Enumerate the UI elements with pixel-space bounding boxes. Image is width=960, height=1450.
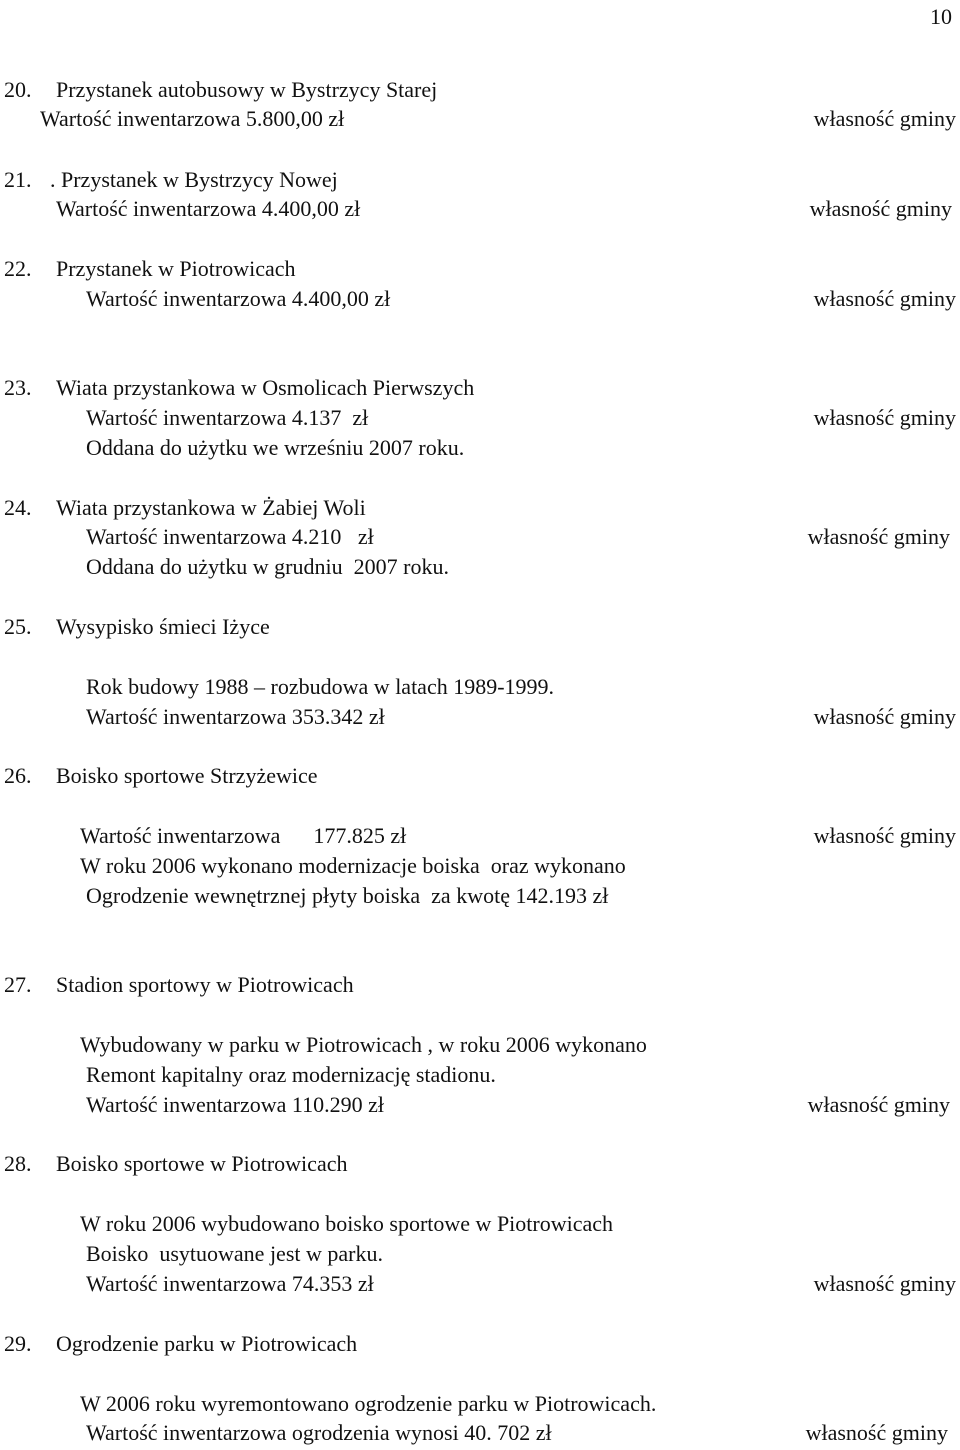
item-line: Wartość inwentarzowa ogrodzenia wynosi 40. 702 zł <box>86 1420 552 1445</box>
ownership-label: własność gminy <box>807 524 950 549</box>
ownership-label: własność gminy <box>805 1420 948 1445</box>
item-title: Wysypisko śmieci Iżyce <box>56 614 270 639</box>
item-line: Wartość inwentarzowa 5.800,00 zł <box>40 106 345 131</box>
item-number: 20. <box>4 77 32 102</box>
item-title: Boisko sportowe Strzyżewice <box>56 763 318 788</box>
item-title: . Przystanek w Bystrzycy Nowej <box>50 167 338 192</box>
item-line: Wartość inwentarzowa 353.342 zł <box>86 704 385 729</box>
item-number: 25. <box>4 614 32 639</box>
page-number: 10 <box>930 4 952 29</box>
item-title: Przystanek w Piotrowicach <box>56 256 296 281</box>
item-line: Ogrodzenie wewnętrznej płyty boiska za kwotę 142.193 zł <box>86 883 609 908</box>
item-title: Ogrodzenie parku w Piotrowicach <box>56 1331 358 1356</box>
item-line: W roku 2006 wykonano modernizacje boiska oraz wykonano <box>80 853 626 878</box>
item-line: Wartość inwentarzowa 110.290 zł <box>86 1092 384 1117</box>
item-number: 21. <box>4 167 32 192</box>
item-title: Wiata przystankowa w Żabiej Woli <box>56 495 366 520</box>
item-line: Oddana do użytku we wrześniu 2007 roku. <box>86 435 465 460</box>
item-line: Wartość inwentarzowa 4.400,00 zł <box>56 196 361 221</box>
item-line: Wartość inwentarzowa 4.137 zł <box>86 405 369 430</box>
item-line: Wartość inwentarzowa 4.400,00 zł <box>86 286 391 311</box>
ownership-label: własność gminy <box>813 1271 956 1296</box>
item-title: Stadion sportowy w Piotrowicach <box>56 972 354 997</box>
item-title: Boisko sportowe w Piotrowicach <box>56 1151 348 1176</box>
ownership-label: własność gminy <box>813 704 956 729</box>
ownership-label: własność gminy <box>813 405 956 430</box>
item-line: Boisko usytuowane jest w parku. <box>86 1241 383 1266</box>
item-line: Remont kapitalny oraz modernizację stadionu. <box>86 1062 496 1087</box>
ownership-label: własność gminy <box>813 286 956 311</box>
item-line: Rok budowy 1988 – rozbudowa w latach 1989-1999. <box>86 674 555 699</box>
item-line: Wartość inwentarzowa 4.210 zł <box>86 524 374 549</box>
ownership-label: własność gminy <box>807 1092 950 1117</box>
item-number: 28. <box>4 1151 32 1176</box>
item-number: 26. <box>4 763 32 788</box>
item-line: W roku 2006 wybudowano boisko sportowe w Piotrowicach <box>80 1211 614 1236</box>
item-title: Wiata przystankowa w Osmolicach Pierwszych <box>56 375 475 400</box>
item-title: Przystanek autobusowy w Bystrzycy Starej <box>56 77 438 102</box>
item-number: 24. <box>4 495 32 520</box>
item-line: Wartość inwentarzowa 177.825 zł <box>80 823 407 848</box>
item-number: 29. <box>4 1331 32 1356</box>
ownership-label: własność gminy <box>813 106 956 131</box>
item-number: 23. <box>4 375 32 400</box>
ownership-label: własność gminy <box>809 196 952 221</box>
item-line: Oddana do użytku w grudniu 2007 roku. <box>86 554 449 579</box>
item-line: Wartość inwentarzowa 74.353 zł <box>86 1271 374 1296</box>
ownership-label: własność gminy <box>813 823 956 848</box>
item-number: 27. <box>4 972 32 997</box>
item-line: W 2006 roku wyremontowano ogrodzenie parku w Piotrowicach. <box>80 1391 657 1416</box>
item-number: 22. <box>4 256 32 281</box>
item-line: Wybudowany w parku w Piotrowicach , w roku 2006 wykonano <box>80 1032 647 1057</box>
